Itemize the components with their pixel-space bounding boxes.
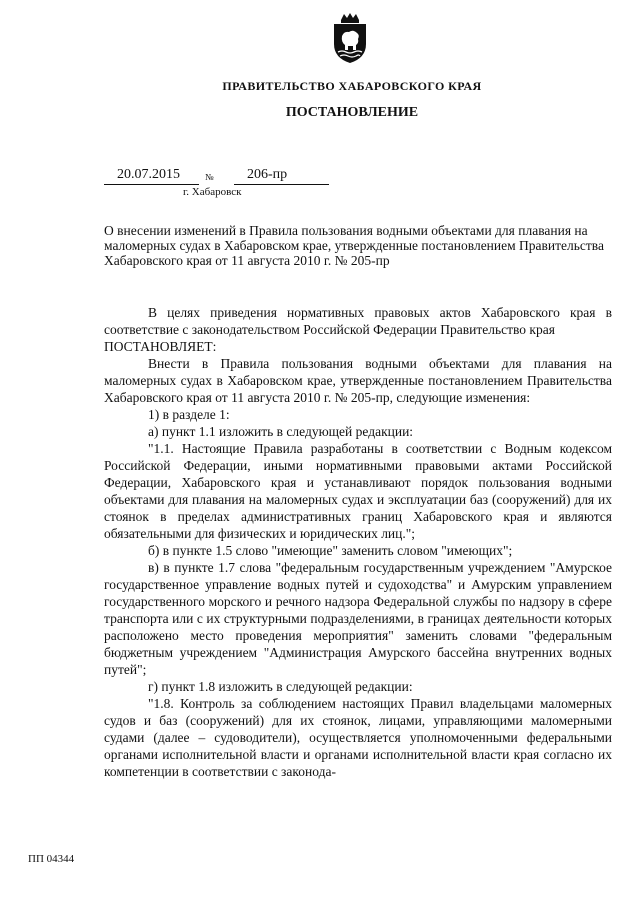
paragraph-clause-1-1: "1.1. Настоящие Правила разработаны в соответствии с Водным кодексом Российской Федерации, иными нормативными правовыми актами Российской Федерации, Хабаровского края и устанавливают порядок пользования водными объектами для плавания на маломерных судах и эксплуатации баз (сооружений) для их стоянок в пределах административных границ Хабаровского края и являются обязательными для физических и юридических лиц."; xyxy=(104,441,612,541)
paragraph-point-a: а) пункт 1.1 изложить в следующей редакции: xyxy=(148,424,414,439)
decree-body xyxy=(104,304,612,780)
intro-paragraph: В целях приведения нормативных правовых актов Хабаровского края в соответствие с законодательством Российской Федерации Правительство края xyxy=(104,305,612,337)
khabarovsk-coat-of-arms-icon xyxy=(329,12,371,64)
date-underline xyxy=(104,184,199,185)
resolves-heading: ПОСТАНОВЛЯЕТ: xyxy=(104,339,217,354)
paragraph-clause-1-8: "1.8. Контроль за соблюдением настоящих Правил владельцами маломерных судов и баз (сооружений) для их стоянок, лицами, управляющими маломерными судами (далее – судоводители), осуществляется уполномоченными федеральными органами исполнительной власти и органами исполнительной власти края согласно их компетенции в соответствии с законода- xyxy=(104,696,612,779)
number-sign: № xyxy=(205,172,214,182)
number-underline xyxy=(234,184,329,185)
document-type: ПОСТАНОВЛЕНИЕ xyxy=(285,105,419,120)
decree-date: 20.07.2015 xyxy=(117,167,180,182)
paragraph-amendments: Внести в Правила пользования водными объектами для плавания на маломерных судах в Хабаровском крае, утвержденные постановлением Правительства Хабаровского края от 11 августа 2010 г. № 205-пр, следующие изменения: xyxy=(104,356,612,405)
paragraph-point-g: г) пункт 1.8 изложить в следующей редакции: xyxy=(148,679,413,694)
paragraph-point-v: в) в пункте 1.7 слова "федеральным государственным учреждением "Амурское государственное управление водных путей и судоходства" и Амурским управлением государственного морского и речного надзора Федеральной службы по надзору в сфере транспорта или с их структурными подразделениями, в границах деятельности которых расположено место проведения мероприятия" заменить словами "федеральным бюджетным учреждением "Администрация Амурского бассейна внутренних водных путей"; xyxy=(104,560,612,677)
decree-subject: О внесении изменений в Правила пользования водными объектами для плавания на маломерных судах в Хабаровском крае, утвержденные постановлением Правительства Хабаровского края от 11 августа 2010 г. № 205-пр xyxy=(104,223,604,268)
paragraph-point-b: б) в пункте 1.5 слово "имеющие" заменить словом "имеющих"; xyxy=(148,543,513,558)
government-title: ПРАВИТЕЛЬСТВО ХАБАРОВСКОГО КРАЯ xyxy=(222,79,482,93)
decree-number: 206-пр xyxy=(247,167,288,182)
document-code: ПП 04344 xyxy=(28,853,75,865)
paragraph-section-1: 1) в разделе 1: xyxy=(148,407,230,422)
city: г. Хабаровск xyxy=(183,186,242,198)
